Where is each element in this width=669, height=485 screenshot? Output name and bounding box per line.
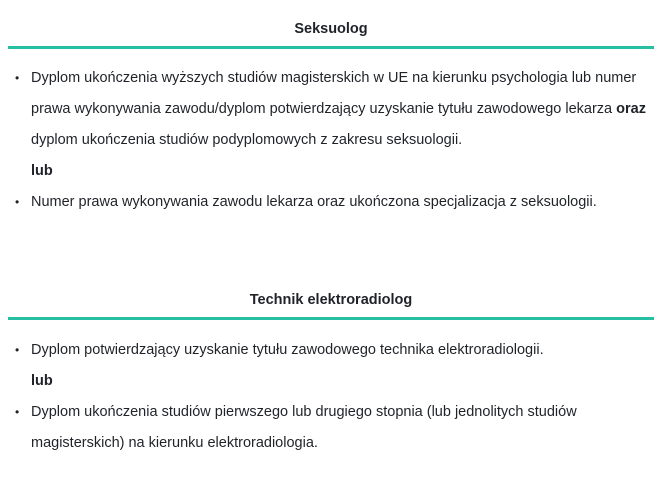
item-text-bold: oraz <box>616 101 646 117</box>
list-item <box>8 187 654 218</box>
list-item <box>8 63 654 156</box>
section-title: Seksuolog <box>294 21 368 37</box>
bullet-icon: • <box>15 195 20 209</box>
or-separator: lub <box>31 163 53 179</box>
requirements-list <box>8 63 654 218</box>
bullet-icon: • <box>15 343 20 357</box>
section-divider <box>8 46 654 49</box>
or-separator: lub <box>31 373 53 389</box>
section-technik-elektroradiolog <box>8 290 654 459</box>
section-title: Technik elektroradiolog <box>249 292 413 308</box>
item-text: Dyplom ukończenia studiów pierwszego lub drugiego stopnia (lub jednolitych studiów magisterskich) na kierunku elektroradiologia. <box>31 404 577 451</box>
section-divider <box>8 317 654 320</box>
list-item <box>8 397 654 459</box>
item-text-end: dyplom ukończenia studiów podyplomowych z zakresu seksuologii. <box>31 132 463 148</box>
bullet-icon: • <box>15 405 20 419</box>
list-item <box>8 335 654 366</box>
item-text: Numer prawa wykonywania zawodu lekarza oraz ukończona specjalizacja z seksuologii. <box>31 194 597 210</box>
bullet-icon: • <box>15 71 20 85</box>
section-seksuolog <box>8 19 654 218</box>
requirements-list <box>8 335 654 459</box>
item-text-start: Dyplom ukończenia wyższych studiów magisterskich w UE na kierunku psychologia lub numer prawa wykonywania zawodu/dyplom potwierdzający uzyskanie tytułu zawodowego lekarza <box>31 70 637 117</box>
item-text: Dyplom potwierdzający uzyskanie tytułu zawodowego technika elektroradiologii. <box>31 342 544 358</box>
